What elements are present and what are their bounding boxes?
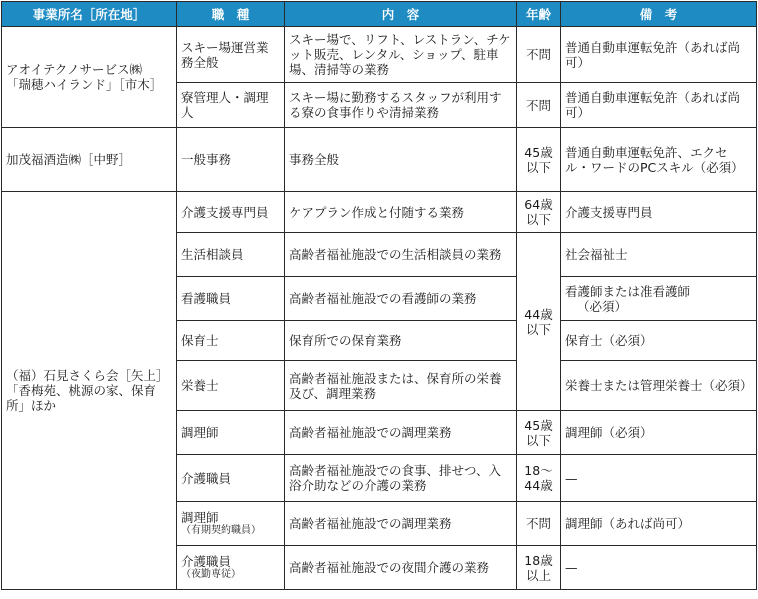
job-content: 高齢者福祉施設での夜間介護の業務 [285,546,517,590]
job-content: 高齢者福祉施設での生活相談員の業務 [285,233,517,277]
company-location: 「瑞穂ハイランド」［市木］ [6,77,163,92]
job-age: 18歳以上 [517,546,561,590]
job-notes [561,277,757,321]
company-cell [2,27,177,128]
job-age: 45歳以下 [517,411,561,455]
job-age: 44歳以下 [517,233,561,411]
company-name: （福）石見さくら会［矢上］ [6,368,169,383]
header-row [2,2,757,27]
job-type: 生活相談員 [177,233,285,277]
job-age: 不問 [517,27,561,83]
header-job-type: 職 種 [177,2,285,27]
job-notes: — [561,455,757,502]
company-name: アオイテクノサービス㈱ [6,62,143,77]
header-age: 年齢 [517,2,561,27]
job-content: スキー場で、リフト、レストラン、チケット販売、レンタル、ショップ、駐車場、清掃等の業務 [285,27,517,83]
job-type-cell [177,502,285,546]
job-notes: 調理師（あれば尚可） [561,502,757,546]
job-age: 18〜44歳 [517,455,561,502]
job-type: スキー場運営業務全般 [177,27,285,83]
company-name: 加茂福酒造㈱［中野］ [6,152,132,167]
job-content: ケアプラン作成と付随する業務 [285,192,517,233]
job-age: 45歳以下 [517,128,561,192]
header-company: 事業所名［所在地］ [2,2,177,27]
job-content: スキー場に勤務するスタッフが利用する寮の食事作りや清掃業務 [285,83,517,128]
job-type: 栄養士 [177,361,285,411]
header-notes: 備 考 [561,2,757,27]
company-location: 「香梅苑、桃源の家、保育所」ほか [6,383,157,413]
job-content: 保育所での保育業務 [285,321,517,361]
job-age: 不問 [517,502,561,546]
job-type: 一般事務 [177,128,285,192]
header-content: 内 容 [285,2,517,27]
job-type: 看護職員 [177,277,285,321]
job-notes: 普通自動車運転免許（あれば尚可） [561,83,757,128]
job-age: 64歳以下 [517,192,561,233]
job-type: 介護支援専門員 [177,192,285,233]
job-notes-line: （必須） [577,298,628,314]
job-type: 調理師 [181,510,219,525]
job-type-note: （有期契約職員） [181,525,261,536]
job-type-note: （夜勤専従） [181,569,241,580]
job-notes: 普通自動車運転免許（あれば尚可） [561,27,757,83]
job-type: 保育士 [177,321,285,361]
job-notes: — [561,546,757,590]
job-age: 不問 [517,83,561,128]
job-notes: 社会福祉士 [561,233,757,277]
job-notes-line: 看護師または准看護師 [565,283,691,299]
job-type: 介護職員 [177,455,285,502]
job-content: 高齢者福祉施設での調理業務 [285,411,517,455]
job-table [1,1,757,590]
table-row [2,27,757,83]
job-type: 調理師 [177,411,285,455]
job-notes: 保育士（必須） [561,321,757,361]
job-type-cell [177,546,285,590]
job-content: 高齢者福祉施設での食事、排せつ、入浴介助などの介護の業務 [285,455,517,502]
company-cell [2,128,177,192]
job-type: 寮管理人・調理人 [177,83,285,128]
job-content: 高齢者福祉施設での看護師の業務 [285,277,517,321]
job-type: 介護職員 [181,554,232,569]
job-notes: 調理師（必須） [561,411,757,455]
table-row [2,192,757,233]
job-content: 高齢者福祉施設または、保育所の栄養及び、調理業務 [285,361,517,411]
job-content: 高齢者福祉施設での調理業務 [285,502,517,546]
job-notes: 栄養士または管理栄養士（必須） [561,361,757,411]
company-cell [2,192,177,590]
table-row [2,128,757,192]
job-content: 事務全般 [285,128,517,192]
job-notes: 普通自動車運転免許、エクセル・ワードのPCスキル（必須） [561,128,757,192]
job-notes: 介護支援専門員 [561,192,757,233]
